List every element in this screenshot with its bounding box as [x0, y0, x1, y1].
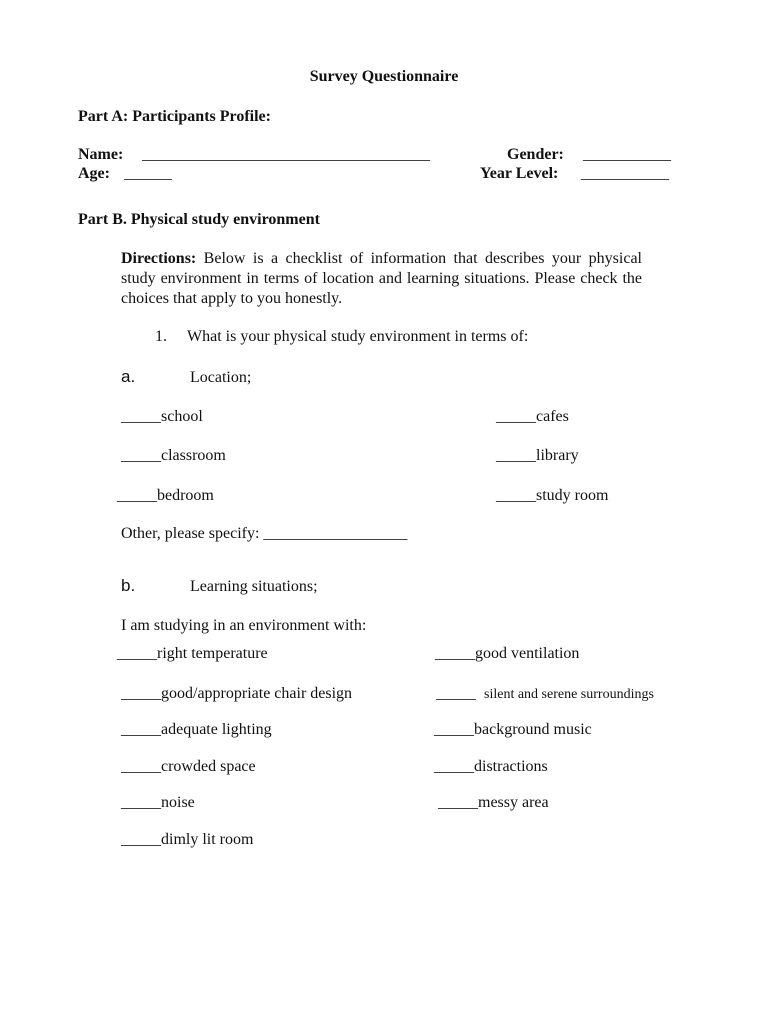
page-title: Survey Questionnaire: [309, 68, 459, 85]
option-study-room[interactable]: _____study room: [496, 487, 609, 504]
option-noise[interactable]: _____noise: [121, 794, 195, 811]
age-field[interactable]: ______: [124, 165, 172, 182]
gender-label: Gender:: [507, 146, 564, 163]
option-background-music[interactable]: _____background music: [434, 721, 592, 738]
directions-text: Below is a checklist of information that describes your physical study environment in terms of location and learning situations. Please check the choices that apply to you honestly.: [121, 250, 642, 307]
option-cafes[interactable]: _____cafes: [496, 408, 569, 425]
option-silent-surroundings: silent and serene surroundings: [484, 687, 654, 702]
age-label: Age:: [78, 165, 110, 182]
name-label: Name:: [78, 146, 124, 163]
name-field[interactable]: ____________________________________: [142, 146, 430, 163]
directions-label: Directions:: [121, 250, 197, 267]
option-bedroom[interactable]: _____bedroom: [117, 487, 214, 504]
option-silent-surroundings-blank[interactable]: _____: [436, 685, 476, 702]
option-messy-area[interactable]: _____messy area: [438, 794, 549, 811]
option-library[interactable]: _____library: [496, 447, 579, 464]
section-b-intro: I am studying in an environment with:: [121, 617, 367, 634]
directions-paragraph: [121, 249, 642, 309]
year-level-field[interactable]: ___________: [581, 165, 669, 182]
option-adequate-lighting[interactable]: _____adequate lighting: [121, 721, 272, 738]
question-number: 1.: [155, 328, 167, 345]
section-a-letter: a.: [121, 367, 136, 386]
option-crowded-space[interactable]: _____crowded space: [121, 758, 256, 775]
year-level-label: Year Level:: [480, 165, 559, 182]
other-specify-field[interactable]: Other, please specify: __________________: [121, 525, 408, 542]
part-b-heading: Part B. Physical study environment: [78, 211, 320, 228]
section-a-title: Location;: [190, 369, 252, 386]
option-distractions[interactable]: _____distractions: [434, 758, 548, 775]
section-b-title: Learning situations;: [190, 578, 318, 595]
option-dimly-lit-room[interactable]: _____dimly lit room: [121, 831, 254, 848]
option-good-ventilation[interactable]: _____good ventilation: [435, 645, 580, 662]
option-chair-design[interactable]: _____good/appropriate chair design: [121, 685, 353, 702]
option-school[interactable]: _____school: [121, 408, 203, 425]
question-text: What is your physical study environment in terms of:: [187, 328, 529, 345]
part-a-heading: Part A: Participants Profile:: [78, 108, 271, 125]
section-b-letter: b.: [121, 576, 136, 595]
gender-field[interactable]: ___________: [583, 146, 671, 163]
option-right-temperature[interactable]: _____right temperature: [117, 645, 268, 662]
option-classroom[interactable]: _____classroom: [121, 447, 226, 464]
